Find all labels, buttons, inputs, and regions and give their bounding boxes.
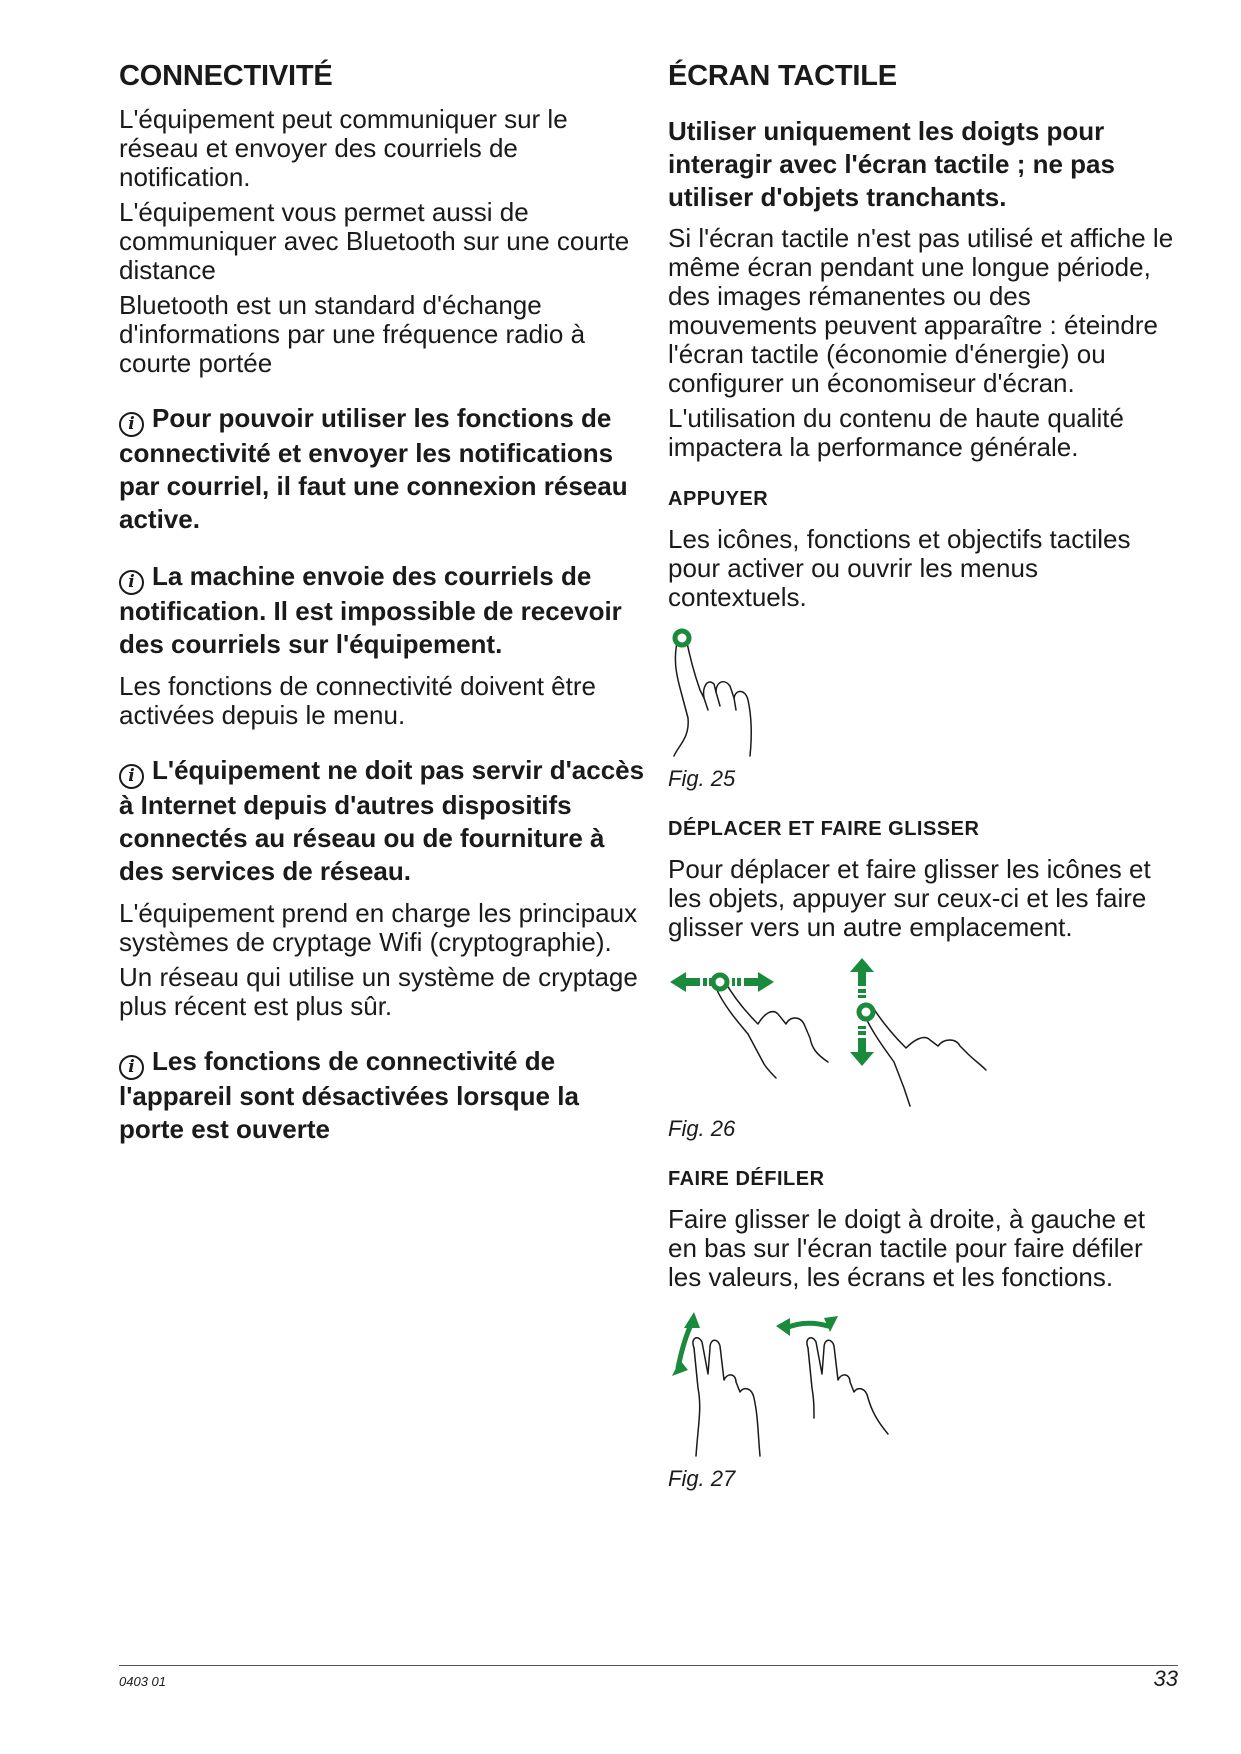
hand-icon [864, 1006, 986, 1106]
paragraph: L'équipement peut communiquer sur le réseau et envoyer des courriels de notification. [119, 104, 568, 192]
paragraph: Bluetooth est un standard d'échange d'informations par une fréquence radio à courte portée [119, 290, 586, 378]
arrow-up-icon [684, 1312, 700, 1328]
footer-divider [119, 1665, 1178, 1666]
hand-icon [716, 980, 828, 1078]
tap-gesture-illustration [668, 628, 778, 758]
section-heading-scroll: FAIRE DÉFILER [668, 1168, 825, 1190]
swipe-arrow-icon [786, 1323, 828, 1328]
note: i Les fonctions de connectivité de l'appareil sont désactivées lorsque la porte est ouverte [119, 1046, 579, 1144]
figure-caption: Fig. 25 [668, 766, 736, 791]
figure-scroll [668, 1308, 1178, 1492]
figure-caption: Fig. 26 [668, 1116, 736, 1141]
scroll-gesture-illustration [668, 1308, 898, 1458]
info-icon: i [119, 764, 144, 789]
paragraph: L'utilisation du contenu de haute qualité impactera la performance générale. [668, 403, 1124, 462]
drag-gesture-illustration [668, 958, 998, 1108]
document-code: 0403 01 [119, 1674, 166, 1689]
arrow-up-icon [850, 958, 874, 998]
info-icon: i [119, 570, 144, 595]
connectivity-column [119, 60, 645, 1157]
paragraph: Faire glisser le doigt à droite, à gauche et en bas sur l'écran tactile pour faire défiler les valeurs, les écrans et les fonctions. [668, 1204, 1145, 1292]
paragraph: Un réseau qui utilise un système de cryptage plus récent est plus sûr. [119, 962, 638, 1021]
paragraph: L'équipement vous permet aussi de communiquer avec Bluetooth sur une courte distance [119, 197, 630, 285]
arrow-left-icon [670, 972, 712, 992]
connectivity-title: CONNECTIVITÉ [119, 60, 333, 92]
info-icon: i [119, 1055, 144, 1080]
arrow-right-icon [732, 972, 774, 992]
paragraph: L'équipement prend en charge les principaux systèmes de cryptage Wifi (cryptographie). [119, 898, 638, 957]
arrow-left-icon [776, 1318, 790, 1336]
arrow-down-icon [850, 1026, 874, 1066]
paragraph: Les icônes, fonctions et objectifs tactiles pour activer ou ouvrir les menus contextuels. [668, 524, 1131, 612]
lead-paragraph: Utiliser uniquement les doigts pour interagir avec l'écran tactile ; ne pas utiliser d'objets tranchants. [668, 116, 1115, 212]
section-heading-tap: APPUYER [668, 488, 769, 510]
touch-point-icon [713, 975, 727, 989]
page-number: 33 [1153, 1666, 1178, 1691]
paragraph: Les fonctions de connectivité doivent être activées depuis le menu. [119, 671, 596, 730]
figure-caption: Fig. 27 [668, 1466, 736, 1491]
paragraph: Si l'écran tactile n'est pas utilisé et affiche le même écran pendant une longue période, des images rémanentes ou des mouvements peuvent apparaître : éteindre l'écran tactile (économie d'énergie) ou configurer un économiseur d'écran. [668, 223, 1174, 398]
paragraph: Pour déplacer et faire glisser les icônes et les objets, appuyer sur ceux-ci et les faire glisser vers un autre emplacement. [668, 854, 1151, 942]
touchscreen-title: ÉCRAN TACTILE [668, 60, 897, 92]
touch-point-icon [675, 631, 689, 645]
hand-icon [674, 638, 751, 756]
note: i Pour pouvoir utiliser les fonctions de connectivité et envoyer les notifications par courriel, il faut une connexion réseau active. [119, 403, 628, 534]
arrow-down-icon [672, 1360, 688, 1376]
note: i La machine envoie des courriels de notification. Il est impossible de recevoir des courriels sur l'équipement. [119, 561, 622, 659]
hand-icon [807, 1338, 888, 1434]
section-heading-drag: DÉPLACER ET FAIRE GLISSER [668, 818, 980, 840]
hand-icon [693, 1338, 760, 1456]
figure-tap [668, 628, 1178, 792]
info-icon: i [119, 412, 144, 437]
touch-point-icon [859, 1005, 873, 1019]
figure-drag [668, 958, 1178, 1142]
touchscreen-column [668, 60, 1178, 1492]
note: i L'équipement ne doit pas servir d'accès à Internet depuis d'autres dispositifs connectés au réseau ou de fourniture à des services de réseau. [119, 755, 645, 886]
